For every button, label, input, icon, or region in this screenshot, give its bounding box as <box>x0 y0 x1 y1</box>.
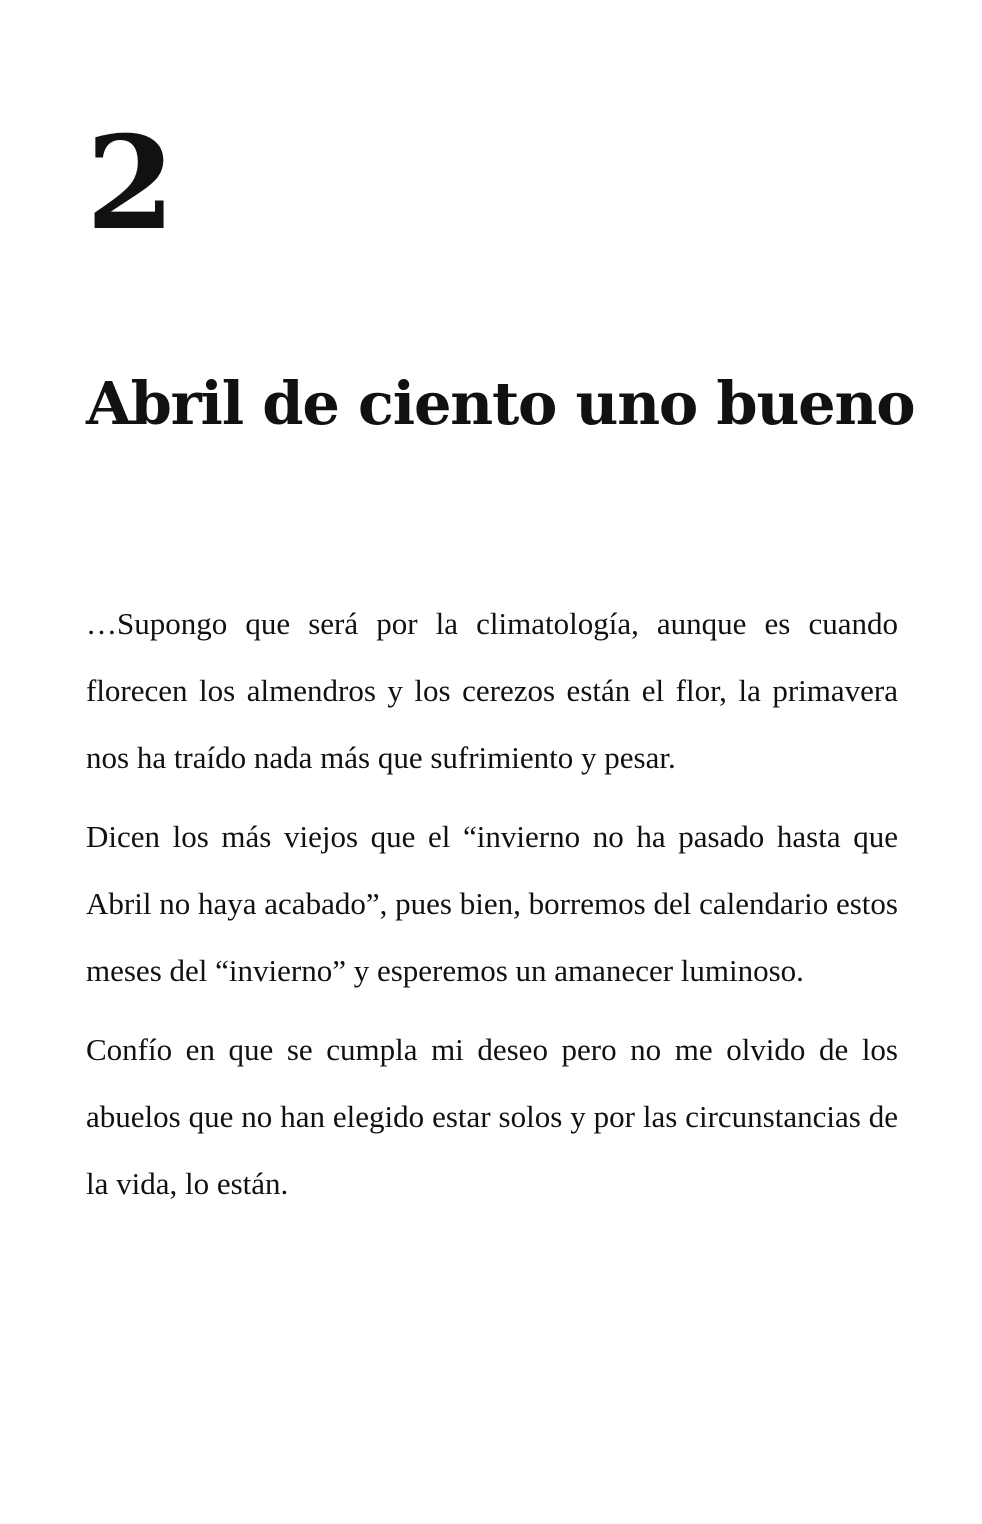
paragraph-2: Dicen los más viejos que el “invierno no ha pasado hasta que Abril no haya acabado”, pues bien, borremos del calendario estos meses del “invierno” y esperemos un amanecer luminoso. <box>86 819 898 988</box>
chapter-body <box>86 590 898 1229</box>
chapter-title: Abril de ciento uno bueno <box>86 369 915 438</box>
paragraph-1: …Supongo que será por la climatología, aunque es cuando florecen los almendros y los cerezos están el flor, la primavera nos ha traído nada más que sufrimiento y pesar. <box>86 606 898 775</box>
chapter-number: 2 <box>86 109 176 259</box>
paragraph-3: Confío en que se cumpla mi deseo pero no me olvido de los abuelos que no han elegido estar solos y por las circunstancias de la vida, lo están. <box>86 1032 898 1201</box>
